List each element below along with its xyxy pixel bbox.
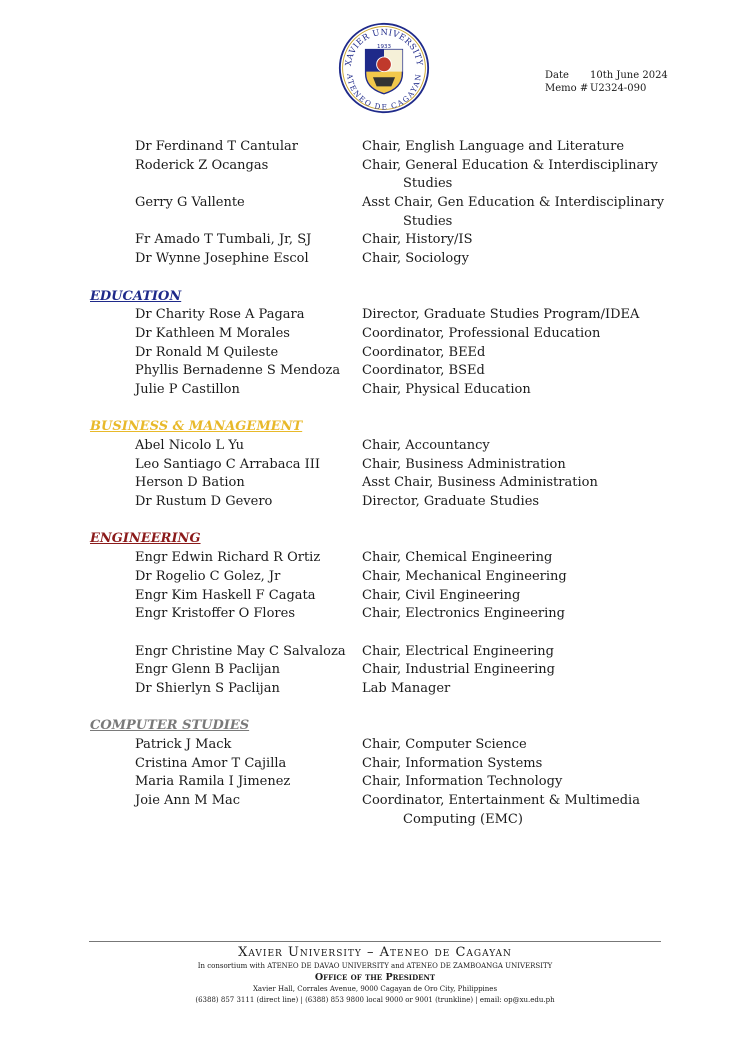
entry-name: Roderick Z Ocangas [135,157,269,173]
entry-row [0,568,750,587]
entry-role-line: Director, Graduate Studies [362,494,540,510]
entry-role-line: Chair, History/IS [362,232,473,248]
entry-role [362,437,662,456]
section-heading: EDUCATION [90,288,182,304]
entry-role-line: Chair, English Language and Literature [362,139,625,154]
entry-role [362,736,662,755]
entry-role [362,643,662,662]
entry-role-line: Director, Graduate Studies Program/IDEA [362,307,640,323]
footer-university: Xavier University – Ateneo de Cagayan [238,945,512,960]
memo-value: U2324-090 [590,83,647,94]
entry-role-line: Lab Manager [362,680,451,696]
entry-role [362,661,662,680]
entry-role [362,755,662,774]
section-spacer [0,624,750,643]
seal-label-bottom: ATENEO DE CAGAYAN [345,73,423,112]
entry-row [0,231,750,250]
entry-role [362,194,665,231]
entry-role [362,493,662,512]
entry-name: Cristina Amor T Cajilla [135,755,287,771]
entry-role [362,549,662,568]
entry-role [362,792,662,829]
entry-role [362,680,662,699]
entry-name: Abel Nicolo L Yu [135,438,245,454]
entry-name: Dr Wynne Josephine Escol [135,251,309,267]
entry-role [362,587,662,606]
entry-role [362,157,662,194]
entry-role [362,306,662,325]
entry-row [0,755,750,774]
entry-role [362,231,662,250]
section-spacer [0,400,750,419]
memo-meta [545,69,668,95]
section-heading: BUSINESS & MANAGEMENT [90,419,303,435]
entry-name: Dr Ronald M Quileste [135,344,279,360]
entry-name: Phyllis Bernadenne S Mendoza [135,363,341,379]
entry-role-line: Coordinator, Professional Education [362,325,601,341]
entry-role-line: Chair, Electronics Engineering [362,606,565,622]
entry-role-line: Chair, Physical Education [362,381,531,397]
footer-consortium: In consortium with ATENEO DE DAVAO UNIVERSITY and ATENEO DE ZAMBOANGA UNIVERSITY [197,962,553,970]
entry-name: Julie P Castillon [135,381,240,397]
entry-name: Dr Charity Rose A Pagara [135,307,305,323]
entry-row [0,661,750,680]
entry-name: Engr Edwin Richard R Ortiz [135,550,321,566]
entry-role-line: Chair, Mechanical Engineering [362,568,567,584]
entry-row [0,792,750,829]
footer-divider [89,941,661,942]
entry-row [0,194,750,231]
entry-role [362,250,662,269]
entry-role [362,456,662,475]
section-spacer [0,512,750,531]
entry-role [362,138,662,157]
entry-row [0,493,750,512]
entry-name: Leo Santiago C Arrabaca III [135,456,321,472]
date-label: Date [545,70,569,81]
date-row [545,69,668,82]
date-value: 10th June 2024 [590,70,668,81]
entry-role-line: Asst Chair, Business Administration [362,475,598,491]
entry-name: Maria Ramila I Jimenez [135,774,291,790]
entry-role-line: Chair, Information Systems [362,755,543,771]
entry-row [0,250,750,269]
entry-role [362,773,662,792]
entry-role-line: Chair, Computer Science [362,737,527,753]
entry-role-continuation: Studies [403,213,453,229]
entry-role [362,381,662,400]
entry-role [362,325,662,344]
entry-name: Herson D Bation [135,475,245,491]
entry-role [362,605,662,624]
section-heading: ENGINEERING [90,531,201,547]
entry-row [0,773,750,792]
entry-name: Joie Ann M Mac [135,793,241,809]
letterhead-footer [0,945,750,1006]
footer-office: Office of the President [314,972,436,983]
entry-role-line: Chair, General Education & Interdisciplinary [362,157,658,173]
entry-name: Dr Kathleen M Morales [135,325,290,341]
entry-role-line: Chair, Industrial Engineering [362,662,555,678]
entry-row [0,643,750,662]
entry-role-continuation: Computing (EMC) [403,811,523,827]
section-spacer [0,699,750,718]
memo-row [545,82,668,95]
entry-role-line: Chair, Electrical Engineering [362,643,554,659]
entry-row [0,680,750,699]
entry-name: Gerry G Vallente [135,195,245,211]
entry-row [0,474,750,493]
seal-year: 1933 [376,43,392,50]
section-spacer [0,269,750,288]
entry-role-line: Coordinator, Entertainment & Multimedia [362,793,640,809]
entry-role [362,362,662,381]
section-heading: COMPUTER STUDIES [90,718,250,734]
entry-row [0,344,750,363]
entry-name: Fr Amado T Tumbali, Jr, SJ [135,232,312,248]
entry-name: Engr Kristoffer O Flores [135,606,295,622]
memo-body [0,138,750,829]
entry-row [0,157,750,194]
entry-role-line: Chair, Accountancy [362,438,490,454]
entry-role-line: Chair, Chemical Engineering [362,550,553,566]
university-seal [338,22,430,114]
entry-row [0,138,750,157]
entry-row [0,736,750,755]
footer-contact: (6388) 857 3111 (direct line) | (6388) 853 9800 local 9000 or 9001 (trunkline) | email: op@xu.edu.ph [195,996,555,1004]
entry-row [0,587,750,606]
seal-label-top: XAVIER UNIVERSITY [342,26,426,67]
entry-name: Engr Christine May C Salvaloza [135,643,346,659]
entry-role-line: Asst Chair, Gen Education & Interdisciplinary [362,195,665,211]
entry-row [0,325,750,344]
entry-row [0,605,750,624]
entry-role [362,568,662,587]
entry-role-line: Coordinator, BEEd [362,344,486,360]
entry-role [362,344,662,363]
entry-name: Patrick J Mack [135,737,232,753]
footer-address: Xavier Hall, Corrales Avenue, 9000 Cagayan de Oro City, Philippines [252,985,498,993]
entry-row [0,549,750,568]
entry-role-line: Chair, Sociology [362,251,469,267]
entry-row [0,437,750,456]
entry-row [0,456,750,475]
entry-role-line: Chair, Business Administration [362,456,566,472]
entry-role-line: Coordinator, BSEd [362,363,485,379]
entry-name: Dr Ferdinand T Cantular [135,139,299,154]
entry-name: Engr Kim Haskell F Cagata [135,587,316,603]
entry-role-continuation: Studies [403,176,453,192]
entry-name: Dr Shierlyn S Paclijan [135,680,280,696]
entry-name: Engr Glenn B Paclijan [135,662,280,678]
entry-role-line: Chair, Civil Engineering [362,587,521,603]
entry-name: Dr Rogelio C Golez, Jr [135,568,281,584]
entry-role-line: Chair, Information Technology [362,774,563,790]
entry-role [362,474,662,493]
entry-row [0,362,750,381]
memo-label: Memo # [545,83,589,94]
entry-row [0,381,750,400]
entry-row [0,306,750,325]
entry-name: Dr Rustum D Gevero [135,494,273,510]
